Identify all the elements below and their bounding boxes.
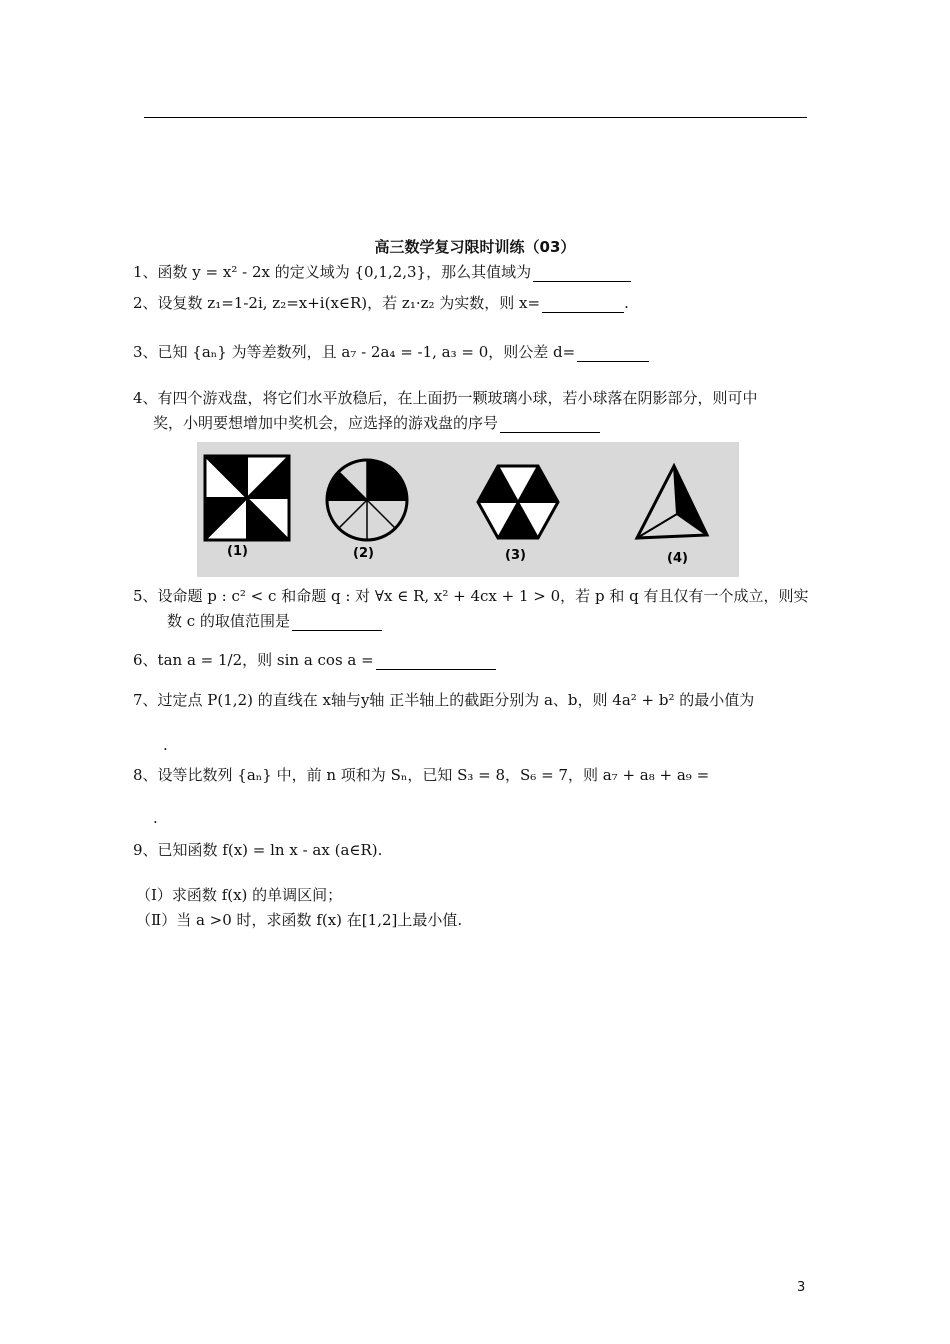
board-3-label: (3): [505, 548, 526, 563]
board-2-label: (2): [353, 546, 374, 561]
board-3-hexagon: [478, 466, 558, 538]
answer-blank: [533, 265, 631, 282]
question-7-line-1: 7、过定点 P(1,2) 的直线在 x轴与y轴 正半轴上的截距分别为 a、b，则 4a² + b² 的最小值为: [133, 691, 755, 709]
question-4-line-1: 4、有四个游戏盘，将它们水平放稳后，在上面扔一颗玻璃小球，若小球落在阴影部分，则可中: [133, 389, 758, 407]
question-9-part-2: （Ⅱ）当 a >0 时，求函数 f(x) 在[1,2]上最小值.: [136, 911, 463, 929]
board-4-triangle: [637, 466, 707, 538]
answer-blank: [577, 345, 649, 362]
question-8-line-1: 8、设等比数列 {aₙ} 中，前 n 项和为 Sₙ，已知 S₃ = 8，S₆ = 7，则 a₇ + a₈ + a₉ =: [133, 766, 710, 784]
question-9-part-1: （Ⅰ）求函数 f(x) 的单调区间；: [136, 886, 343, 904]
question-1-text: 1、函数 y = x² - 2x 的定义域为 {0,1,2,3}，那么其值域为: [133, 263, 532, 281]
question-5-line-2-text: 数 c 的取值范围是: [167, 612, 290, 630]
answer-blank: [292, 614, 382, 631]
question-6-text: 6、tan a = 1/2，则 sin a cos a =: [133, 651, 374, 669]
question-9: 9、已知函数 f(x) = ln x - ax (a∈R).: [133, 841, 383, 859]
question-3: [133, 342, 649, 362]
question-5-line-2: [167, 611, 382, 631]
question-3-text: 3、已知 {aₙ} 为等差数列，且 a₇ - 2a₄ = -1, a₃ = 0，则公差 d=: [133, 343, 576, 361]
question-1: [133, 262, 631, 282]
page-title: 高三数学复习限时训练（03）: [374, 238, 576, 256]
board-2-circle: [327, 460, 407, 540]
question-6: [133, 650, 496, 670]
question-4-line-2: [153, 413, 600, 433]
board-1-label: (1): [227, 544, 248, 559]
question-2: 2、设复数 z₁=1-2i, z₂=x+i(x∈R)，若 z₁·z₂ 为实数，则 x= .: [133, 294, 629, 312]
question-4-line-2-text: 奖，小明要想增加中奖机会，应选择的游戏盘的序号: [153, 414, 499, 432]
header-rule: [144, 117, 807, 118]
board-4-label: (4): [667, 551, 688, 566]
answer-blank: [376, 653, 496, 670]
answer-blank: [500, 416, 600, 433]
board-1-square: [205, 456, 289, 540]
question-5-line-1: 5、设命题 p : c² < c 和命题 q : 对 ∀x ∈ R, x² + 4cx + 1 > 0，若 p 和 q 有且仅有一个成立，则实: [133, 587, 809, 605]
page-number: 3: [797, 1280, 806, 1295]
question-7-line-2: .: [163, 736, 168, 754]
question-8-line-2: .: [153, 809, 158, 827]
game-boards-svg: [197, 442, 739, 577]
answer-blank: [542, 296, 624, 313]
question-2-text: 2、设复数 z₁=1-2i, z₂=x+i(x∈R)，若 z₁·z₂ 为实数，则 x=: [133, 294, 541, 312]
game-boards-figure: [197, 442, 739, 577]
